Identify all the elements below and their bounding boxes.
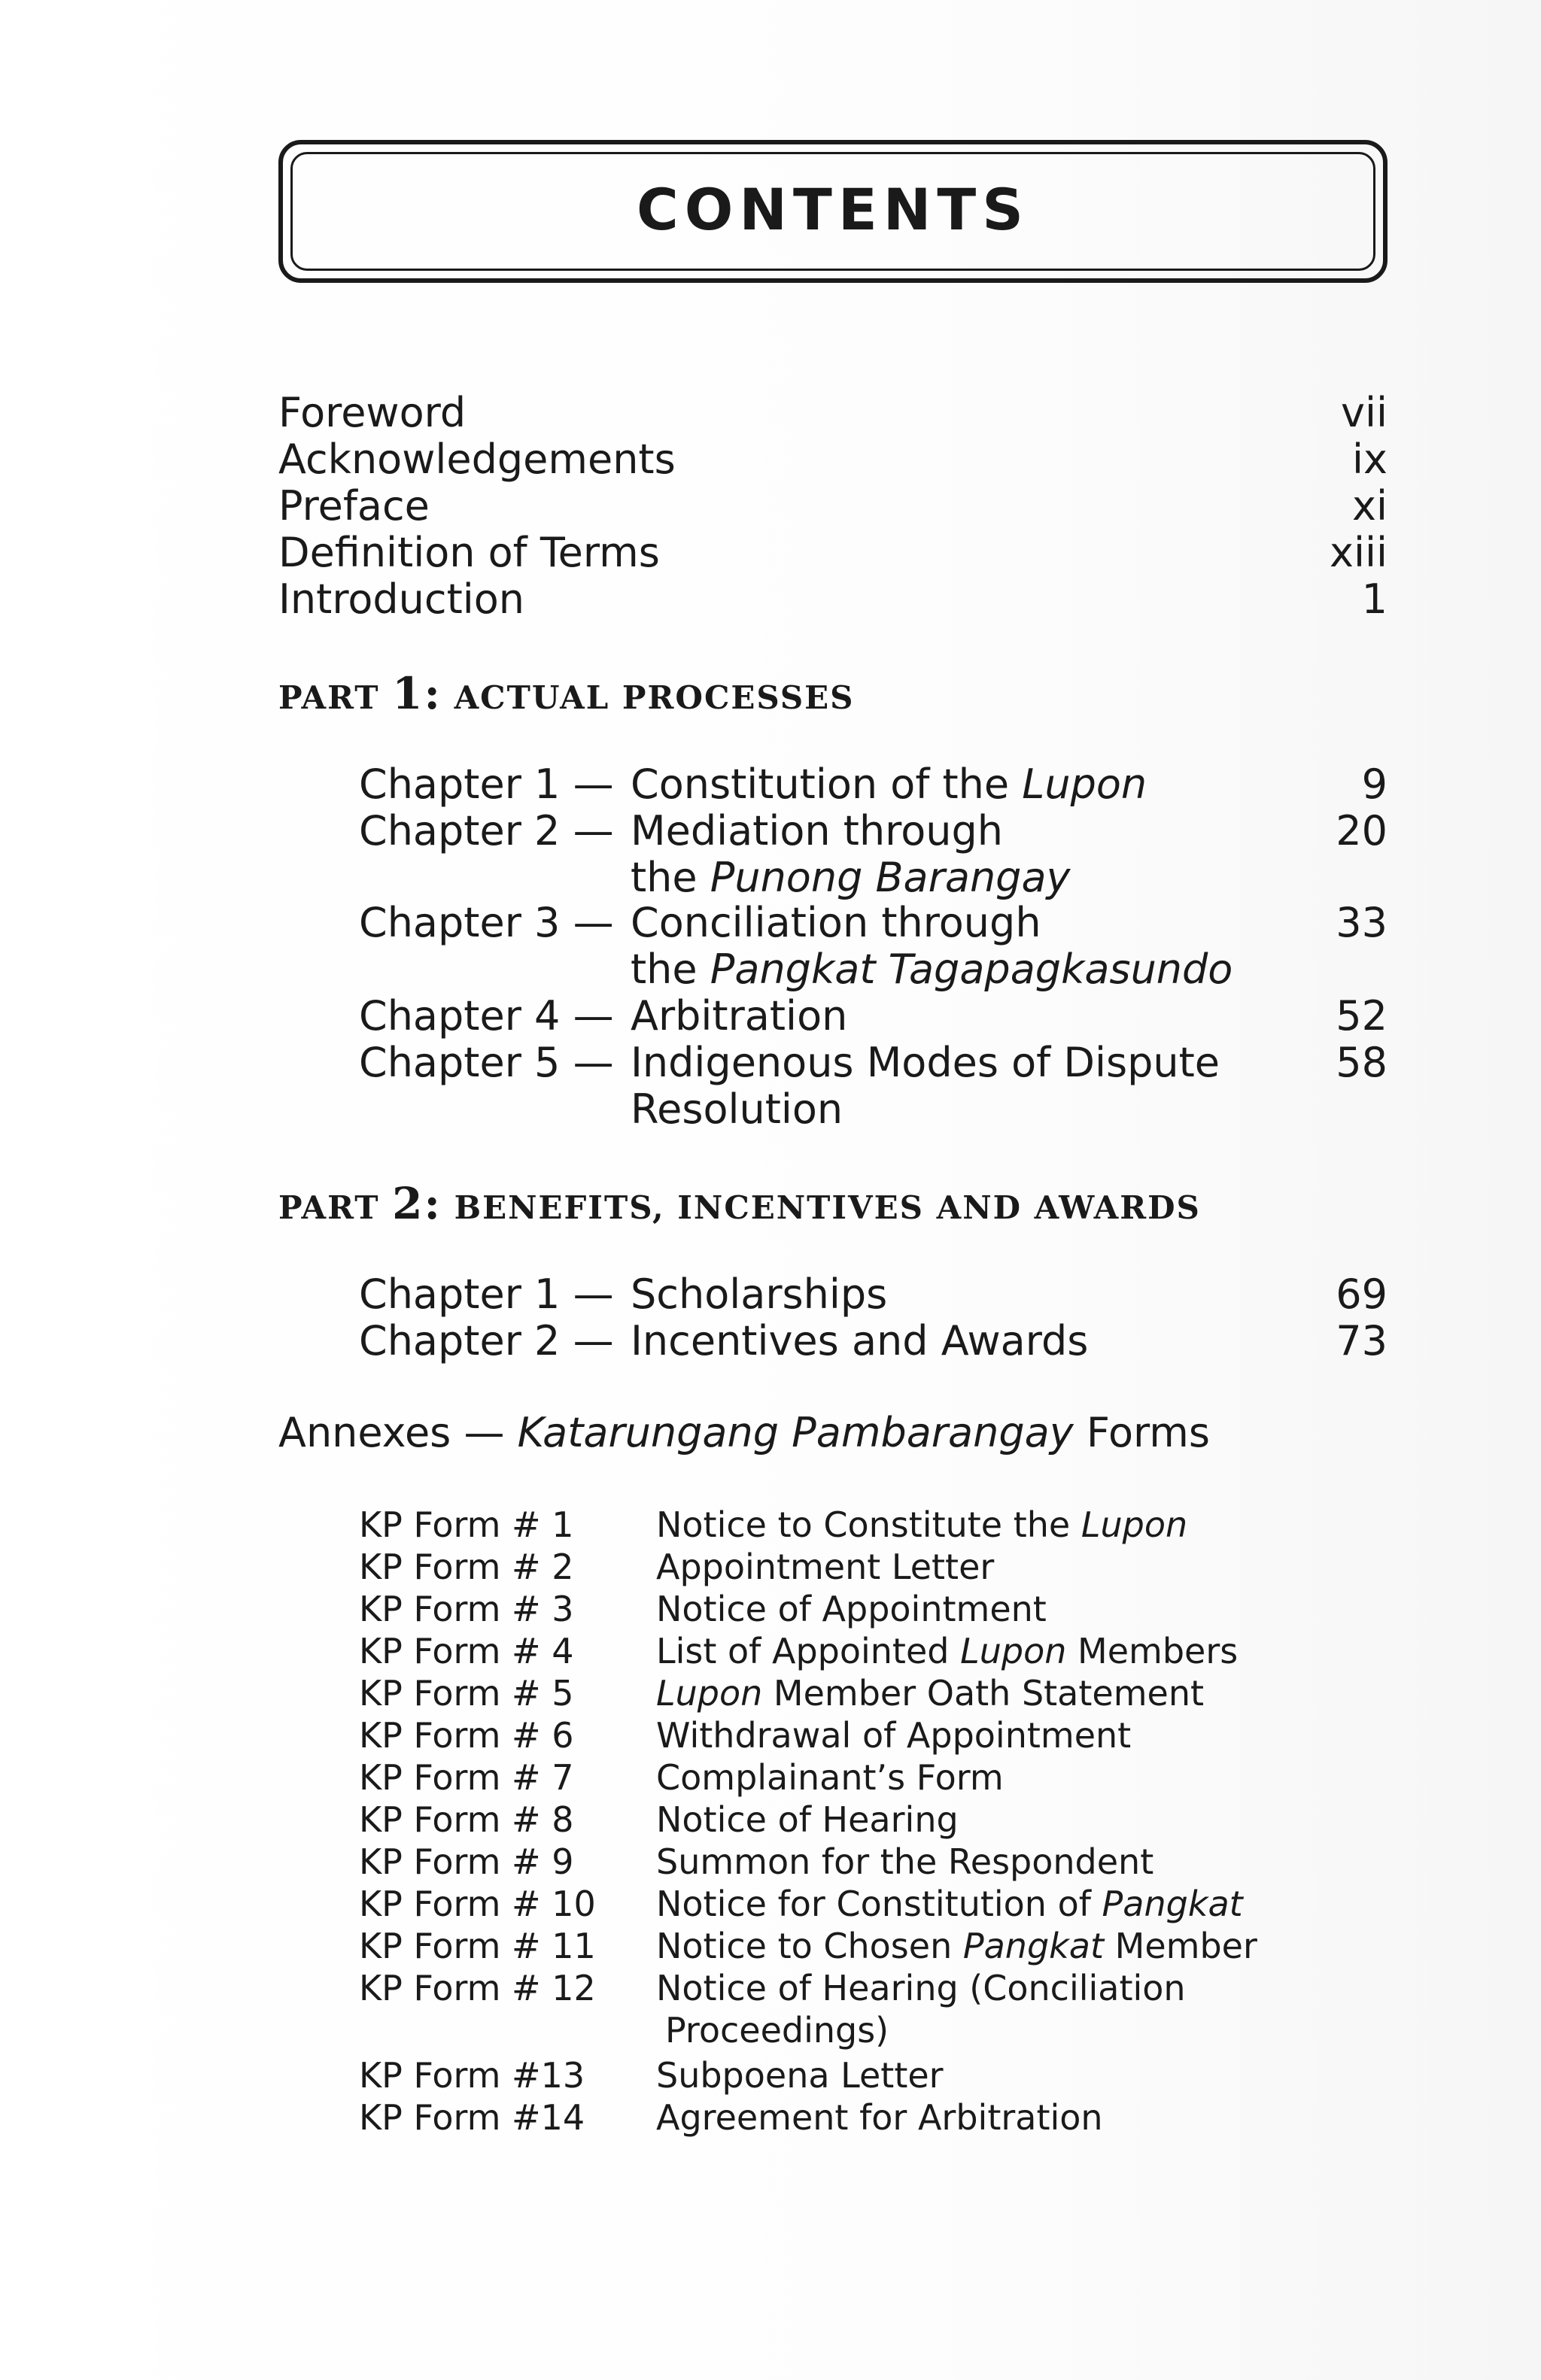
- list-item-label: KP Form # 1: [359, 1504, 574, 1545]
- part2-chapter2-label: Chapter 2 —: [359, 1317, 614, 1365]
- part1-chapter3-title: Conciliation through: [631, 899, 1041, 946]
- list-item-title: Notice to Constitute the Lupon: [656, 1504, 1188, 1545]
- toc-entry-foreword: Foreword: [278, 389, 467, 436]
- contents-header-inner-frame: [290, 152, 1375, 271]
- list-item-title: Notice for Constitution of Pangkat: [656, 1884, 1243, 1924]
- list-item-label: KP Form # 11: [359, 1926, 596, 1966]
- list-item-title-continuation: Proceedings): [665, 2010, 889, 2051]
- part1-chapter4-label: Chapter 4 —: [359, 992, 614, 1040]
- part1-title: ACTUAL PROCESSES: [454, 679, 855, 716]
- list-item-title: Appointment Letter: [656, 1547, 995, 1587]
- list-item-label: KP Form # 8: [359, 1799, 574, 1840]
- part1-chapter5-continuation: Resolution: [631, 1085, 843, 1133]
- list-item-label: KP Form # 7: [359, 1757, 574, 1798]
- list-item-title: Notice of Hearing (Conciliation: [656, 1968, 1186, 2008]
- list-item-title: Complainant’s Form: [656, 1757, 1004, 1798]
- part2-chapter1-label: Chapter 1 —: [359, 1270, 614, 1318]
- part1-chapter5-label: Chapter 5 —: [359, 1039, 614, 1086]
- toc-entry-definition-of-terms: Definition of Terms: [278, 529, 660, 576]
- part1-prefix: PART: [278, 679, 380, 716]
- part2-chapter2-page: 73: [1336, 1317, 1388, 1365]
- part2-heading: [278, 1178, 1201, 1229]
- page-title: CONTENTS: [637, 175, 1029, 243]
- contents-header-frame: [278, 140, 1388, 283]
- part1-chapter1-page: 9: [1361, 760, 1388, 808]
- list-item-label: KP Form #13: [359, 2055, 585, 2096]
- part2-number: 2:: [392, 1178, 442, 1229]
- part1-chapter2-title: Mediation through: [631, 807, 1003, 855]
- part2-chapter1-title: Scholarships: [631, 1270, 888, 1318]
- list-item-label: KP Form # 4: [359, 1631, 574, 1671]
- part2-title: BENEFITS, INCENTIVES AND AWARDS: [454, 1189, 1201, 1226]
- part1-chapter1-title: Constitution of the Lupon: [631, 760, 1147, 808]
- toc-page-definition-of-terms: xiii: [1330, 529, 1388, 576]
- part1-chapter1-label: Chapter 1 —: [359, 760, 614, 808]
- part1-chapter2-label: Chapter 2 —: [359, 807, 614, 855]
- part2-chapter1-page: 69: [1336, 1270, 1388, 1318]
- toc-page-foreword: vii: [1341, 389, 1388, 436]
- list-item-title: Notice of Appointment: [656, 1589, 1047, 1629]
- part1-heading: [278, 668, 855, 719]
- part1-chapter3-continuation: the Pangkat Tagapagkasundo: [631, 946, 1233, 993]
- list-item-label: KP Form #14: [359, 2097, 585, 2138]
- list-item-label: KP Form # 5: [359, 1673, 574, 1714]
- list-item-label: KP Form # 2: [359, 1547, 574, 1587]
- list-item-label: KP Form # 10: [359, 1884, 596, 1924]
- list-item-title: Withdrawal of Appointment: [656, 1715, 1132, 1756]
- list-item-title: Summon for the Respondent: [656, 1841, 1154, 1882]
- toc-page-introduction: 1: [1361, 575, 1388, 623]
- part1-chapter5-page: 58: [1336, 1039, 1388, 1086]
- toc-page-preface: xi: [1352, 482, 1388, 530]
- list-item-title: Notice of Hearing: [656, 1799, 959, 1840]
- list-item-title: Notice to Chosen Pangkat Member: [656, 1926, 1257, 1966]
- part1-chapter3-label: Chapter 3 —: [359, 899, 614, 946]
- toc-entry-introduction: Introduction: [278, 575, 525, 623]
- part1-chapter3-page: 33: [1336, 899, 1388, 946]
- toc-page-acknowledgements: ix: [1352, 436, 1388, 483]
- list-item-label: KP Form # 3: [359, 1589, 574, 1629]
- part1-chapter2-page: 20: [1336, 807, 1388, 855]
- list-item-title: Agreement for Arbitration: [656, 2097, 1103, 2138]
- part1-number: 1:: [392, 668, 442, 719]
- toc-entry-acknowledgements: Acknowledgements: [278, 436, 676, 483]
- list-item-title: Subpoena Letter: [656, 2055, 944, 2096]
- part1-chapter2-continuation: the Punong Barangay: [631, 854, 1071, 901]
- part2-chapter2-title: Incentives and Awards: [631, 1317, 1089, 1365]
- annexes-heading: Annexes — Katarungang Pambarangay Forms: [278, 1409, 1210, 1456]
- list-item-label: KP Form # 6: [359, 1715, 574, 1756]
- list-item-label: KP Form # 9: [359, 1841, 574, 1882]
- part2-prefix: PART: [278, 1189, 380, 1226]
- part1-chapter4-page: 52: [1336, 992, 1388, 1040]
- list-item-label: KP Form # 12: [359, 1968, 596, 2008]
- part1-chapter5-title: Indigenous Modes of Dispute: [631, 1039, 1220, 1086]
- toc-entry-preface: Preface: [278, 482, 430, 530]
- part1-chapter4-title: Arbitration: [631, 992, 848, 1040]
- list-item-title: Lupon Member Oath Statement: [656, 1673, 1205, 1714]
- list-item-title: List of Appointed Lupon Members: [656, 1631, 1239, 1671]
